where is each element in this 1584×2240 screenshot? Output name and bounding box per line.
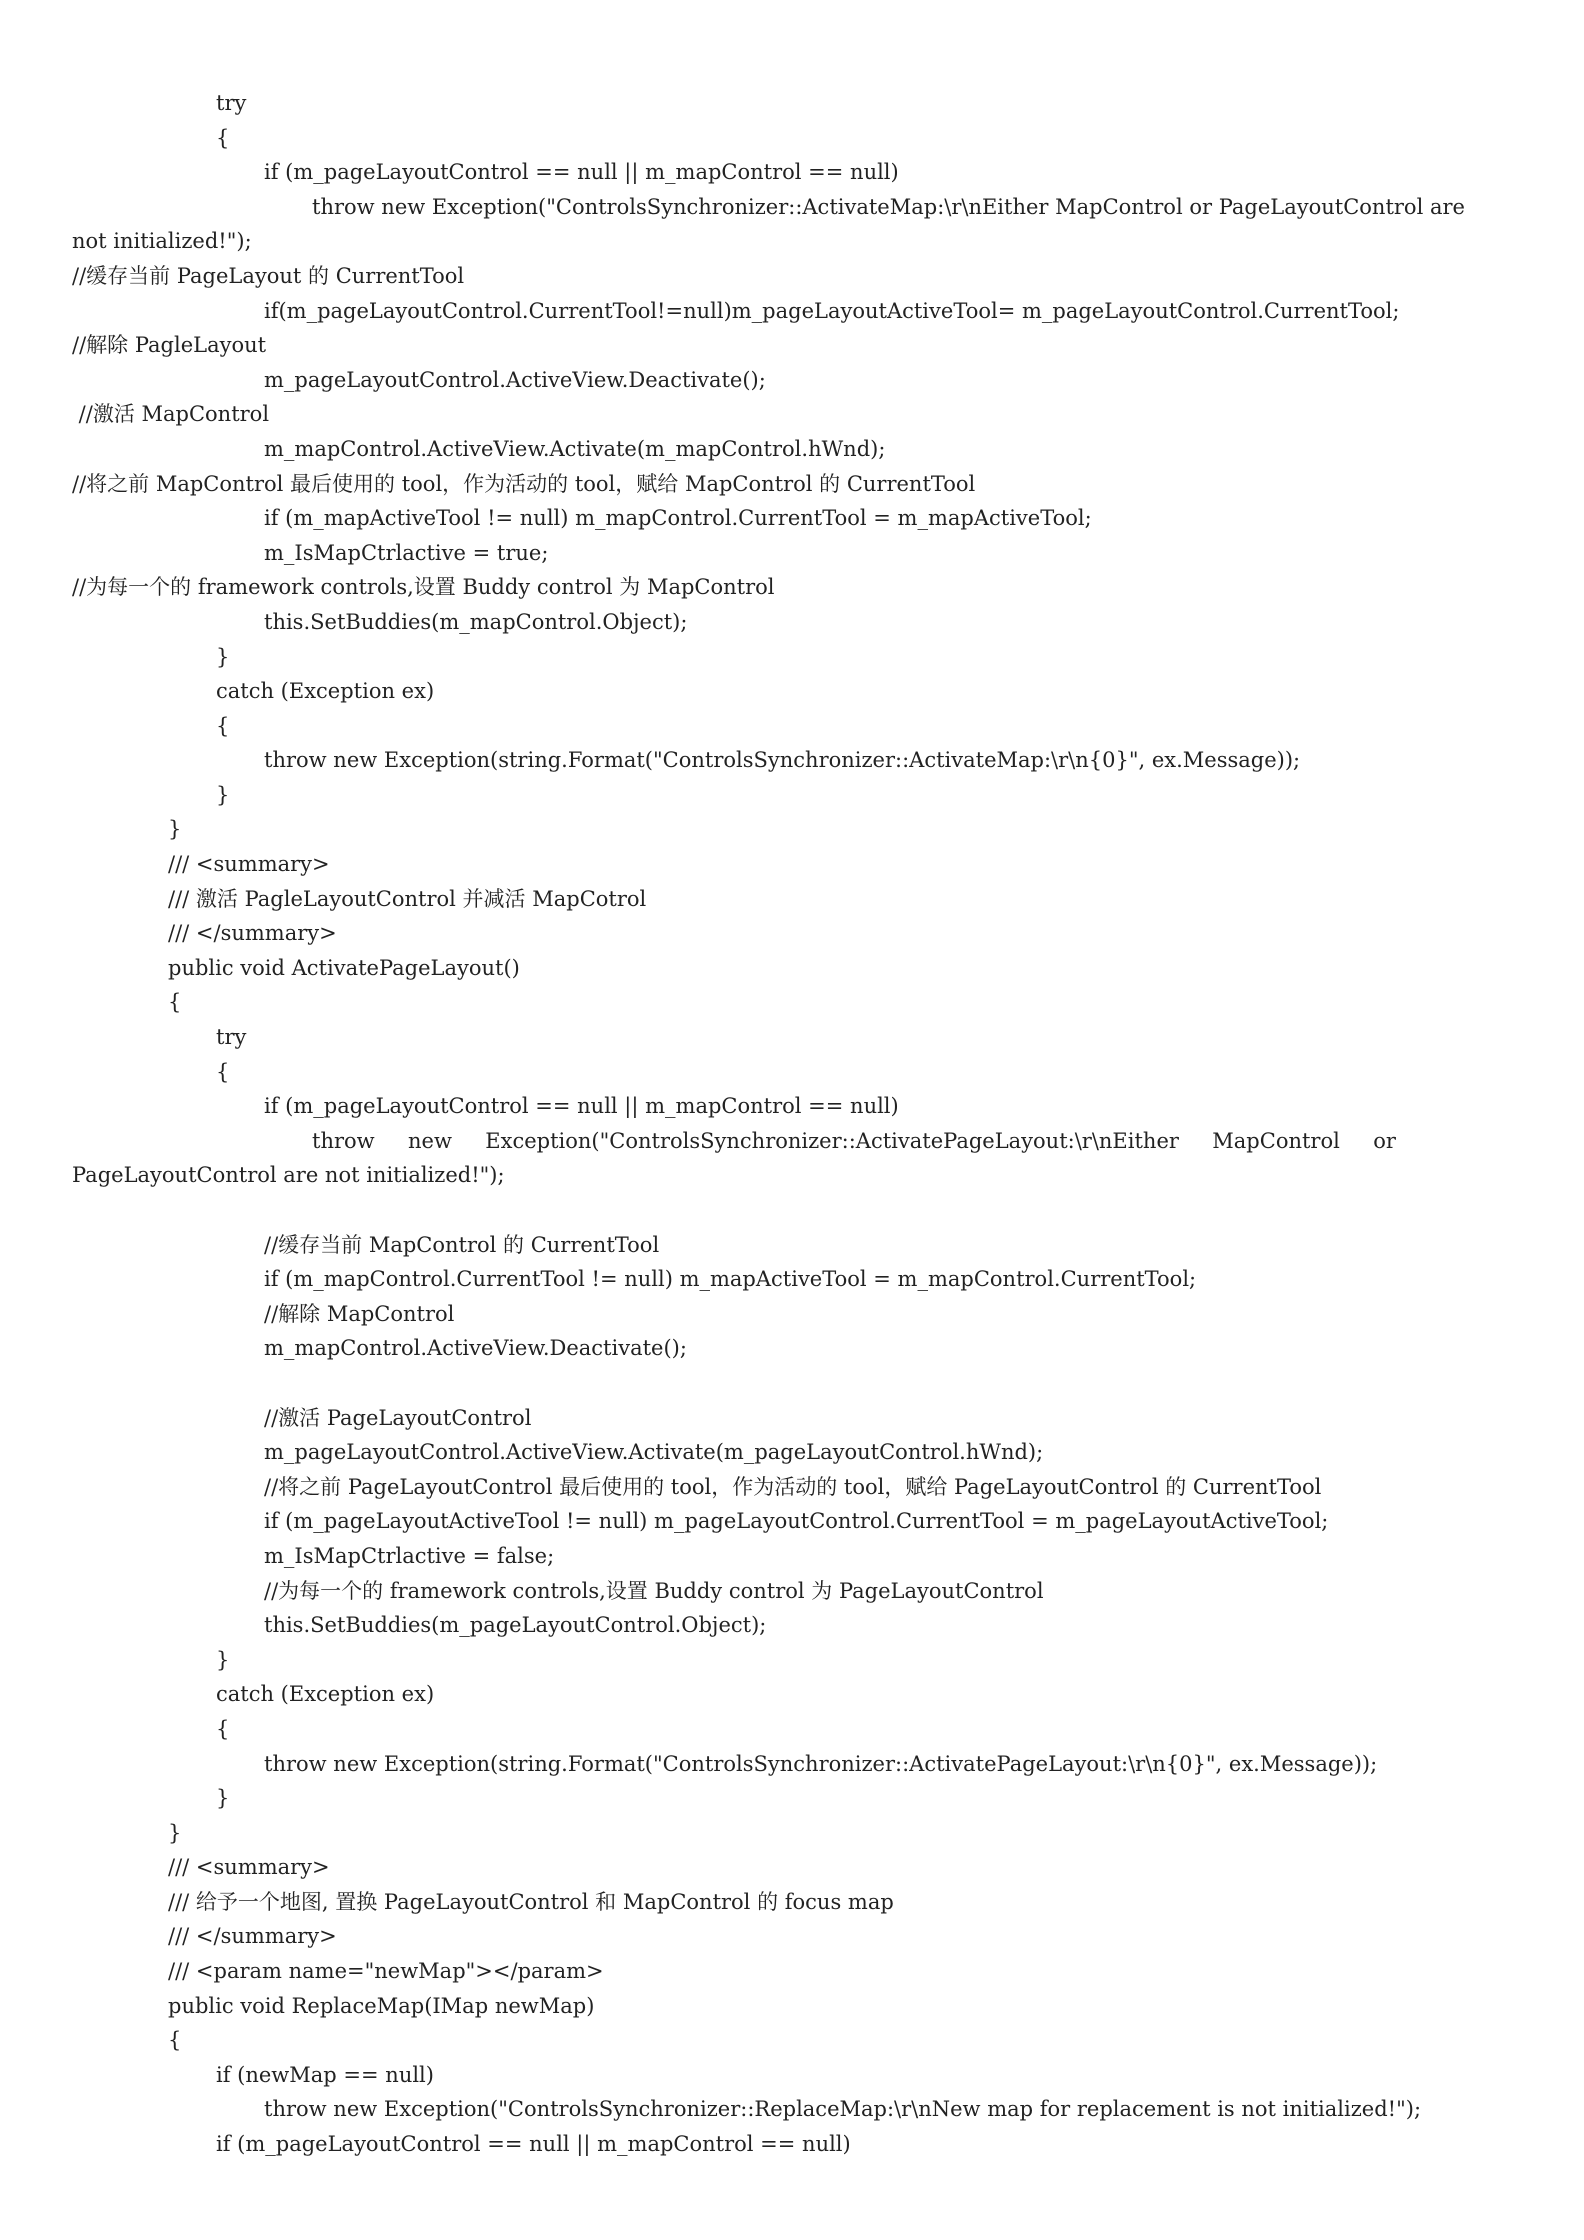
code-line: //激活 PageLayoutControl xyxy=(264,1405,532,1430)
code-line: throw new Exception(string.Format("ControlsSynchronizer::ActivatePageLayout:\r\n{0}", ex.Message)); xyxy=(264,1751,1378,1776)
code-line: } xyxy=(216,644,230,669)
code-line: catch (Exception ex) xyxy=(216,679,435,704)
code-line: throw new Exception("ControlsSynchronizer::ReplaceMap:\r\nNew map for replacement is not initialized!"); xyxy=(264,2097,1422,2122)
code-line: public void ActivatePageLayout() xyxy=(168,955,520,980)
code-line: /// </summary> xyxy=(168,1924,337,1949)
code-line: //解除 MapControl xyxy=(264,1301,455,1326)
code-line: throw new Exception("ControlsSynchronizer::ActivateMap:\r\nEither MapControl or PageLayoutControl are xyxy=(312,194,1465,219)
code-line: if (m_mapControl.CurrentTool != null) m_mapActiveTool = m_mapControl.CurrentTool; xyxy=(264,1267,1197,1292)
code-line: { xyxy=(216,1716,230,1741)
code-line: //为每一个的 framework controls,设置 Buddy control 为 PageLayoutControl xyxy=(264,1578,1044,1603)
code-line: /// </summary> xyxy=(168,921,337,946)
code-line: m_pageLayoutControl.ActiveView.Activate(m_pageLayoutControl.hWnd); xyxy=(264,1440,1044,1465)
code-line: if (m_pageLayoutControl == null || m_mapControl == null) xyxy=(264,160,899,185)
code-line: PageLayoutControl are not initialized!"); xyxy=(72,1163,505,1188)
code-listing xyxy=(72,86,1512,2162)
code-line: //将之前 PageLayoutControl 最后使用的 tool，作为活动的 tool，赋给 PageLayoutControl 的 CurrentTool xyxy=(264,1474,1322,1499)
code-line: if (m_pageLayoutActiveTool != null) m_pageLayoutControl.CurrentTool = m_pageLayoutActiveTool; xyxy=(264,1509,1329,1534)
code-line: if (m_mapActiveTool != null) m_mapControl.CurrentTool = m_mapActiveTool; xyxy=(264,506,1092,531)
code-line: } xyxy=(216,1786,230,1811)
code-line: /// <summary> xyxy=(168,1855,330,1880)
code-line: this.SetBuddies(m_mapControl.Object); xyxy=(264,609,688,634)
code-line: /// <summary> xyxy=(168,852,330,877)
code-line: //缓存当前 PageLayout 的 CurrentTool xyxy=(72,263,465,288)
code-line xyxy=(72,1366,1512,1401)
code-line: //解除 PagleLayout xyxy=(72,333,267,358)
code-line: /// <param name="newMap"></param> xyxy=(168,1959,604,1984)
code-line: m_mapControl.ActiveView.Activate(m_mapControl.hWnd); xyxy=(264,436,886,461)
code-line: } xyxy=(216,782,230,807)
code-line: } xyxy=(216,1647,230,1672)
code-line: this.SetBuddies(m_pageLayoutControl.Object); xyxy=(264,1613,767,1638)
code-line: try xyxy=(216,1025,247,1050)
code-line: m_IsMapCtrlactive = true; xyxy=(264,540,549,565)
code-line xyxy=(72,1193,1512,1228)
code-line: throw new Exception(string.Format("ControlsSynchronizer::ActivateMap:\r\n{0}", ex.Message)); xyxy=(264,748,1301,773)
code-line: { xyxy=(216,1059,230,1084)
code-line: if (m_pageLayoutControl == null || m_mapControl == null) xyxy=(216,2132,851,2157)
code-line: //缓存当前 MapControl 的 CurrentTool xyxy=(264,1232,660,1257)
code-line: m_IsMapCtrlactive = false; xyxy=(264,1543,555,1568)
code-line: } xyxy=(168,817,182,842)
code-line: m_pageLayoutControl.ActiveView.Deactivate(); xyxy=(264,367,766,392)
code-line: /// 激活 PagleLayoutControl 并减活 MapCotrol xyxy=(168,886,647,911)
code-line: //激活 MapControl xyxy=(72,402,270,427)
code-line: try xyxy=(216,91,247,115)
code-line: /// 给予一个地图, 置换 PageLayoutControl 和 MapControl 的 focus map xyxy=(168,1889,894,1914)
code-line: throw new Exception("ControlsSynchronizer::ActivatePageLayout:\r\nEither MapControl or xyxy=(312,1128,1396,1153)
code-line: //为每一个的 framework controls,设置 Buddy control 为 MapControl xyxy=(72,575,775,600)
code-line: { xyxy=(168,2028,182,2053)
code-line: not initialized!"); xyxy=(72,229,252,254)
code-line: //将之前 MapControl 最后使用的 tool，作为活动的 tool，赋给 MapControl 的 CurrentTool xyxy=(72,471,976,496)
code-line: m_mapControl.ActiveView.Deactivate(); xyxy=(264,1336,687,1361)
code-line: if (newMap == null) xyxy=(216,2062,434,2087)
code-line: } xyxy=(168,1820,182,1845)
code-line: catch (Exception ex) xyxy=(216,1682,435,1707)
code-line: { xyxy=(216,125,230,150)
code-line: { xyxy=(168,990,182,1015)
code-line: public void ReplaceMap(IMap newMap) xyxy=(168,1993,595,2018)
code-line: { xyxy=(216,713,230,738)
code-line: if (m_pageLayoutControl == null || m_mapControl == null) xyxy=(264,1094,899,1119)
code-line: if(m_pageLayoutControl.CurrentTool!=null)m_pageLayoutActiveTool= m_pageLayoutControl.CurrentTool; xyxy=(264,298,1400,323)
